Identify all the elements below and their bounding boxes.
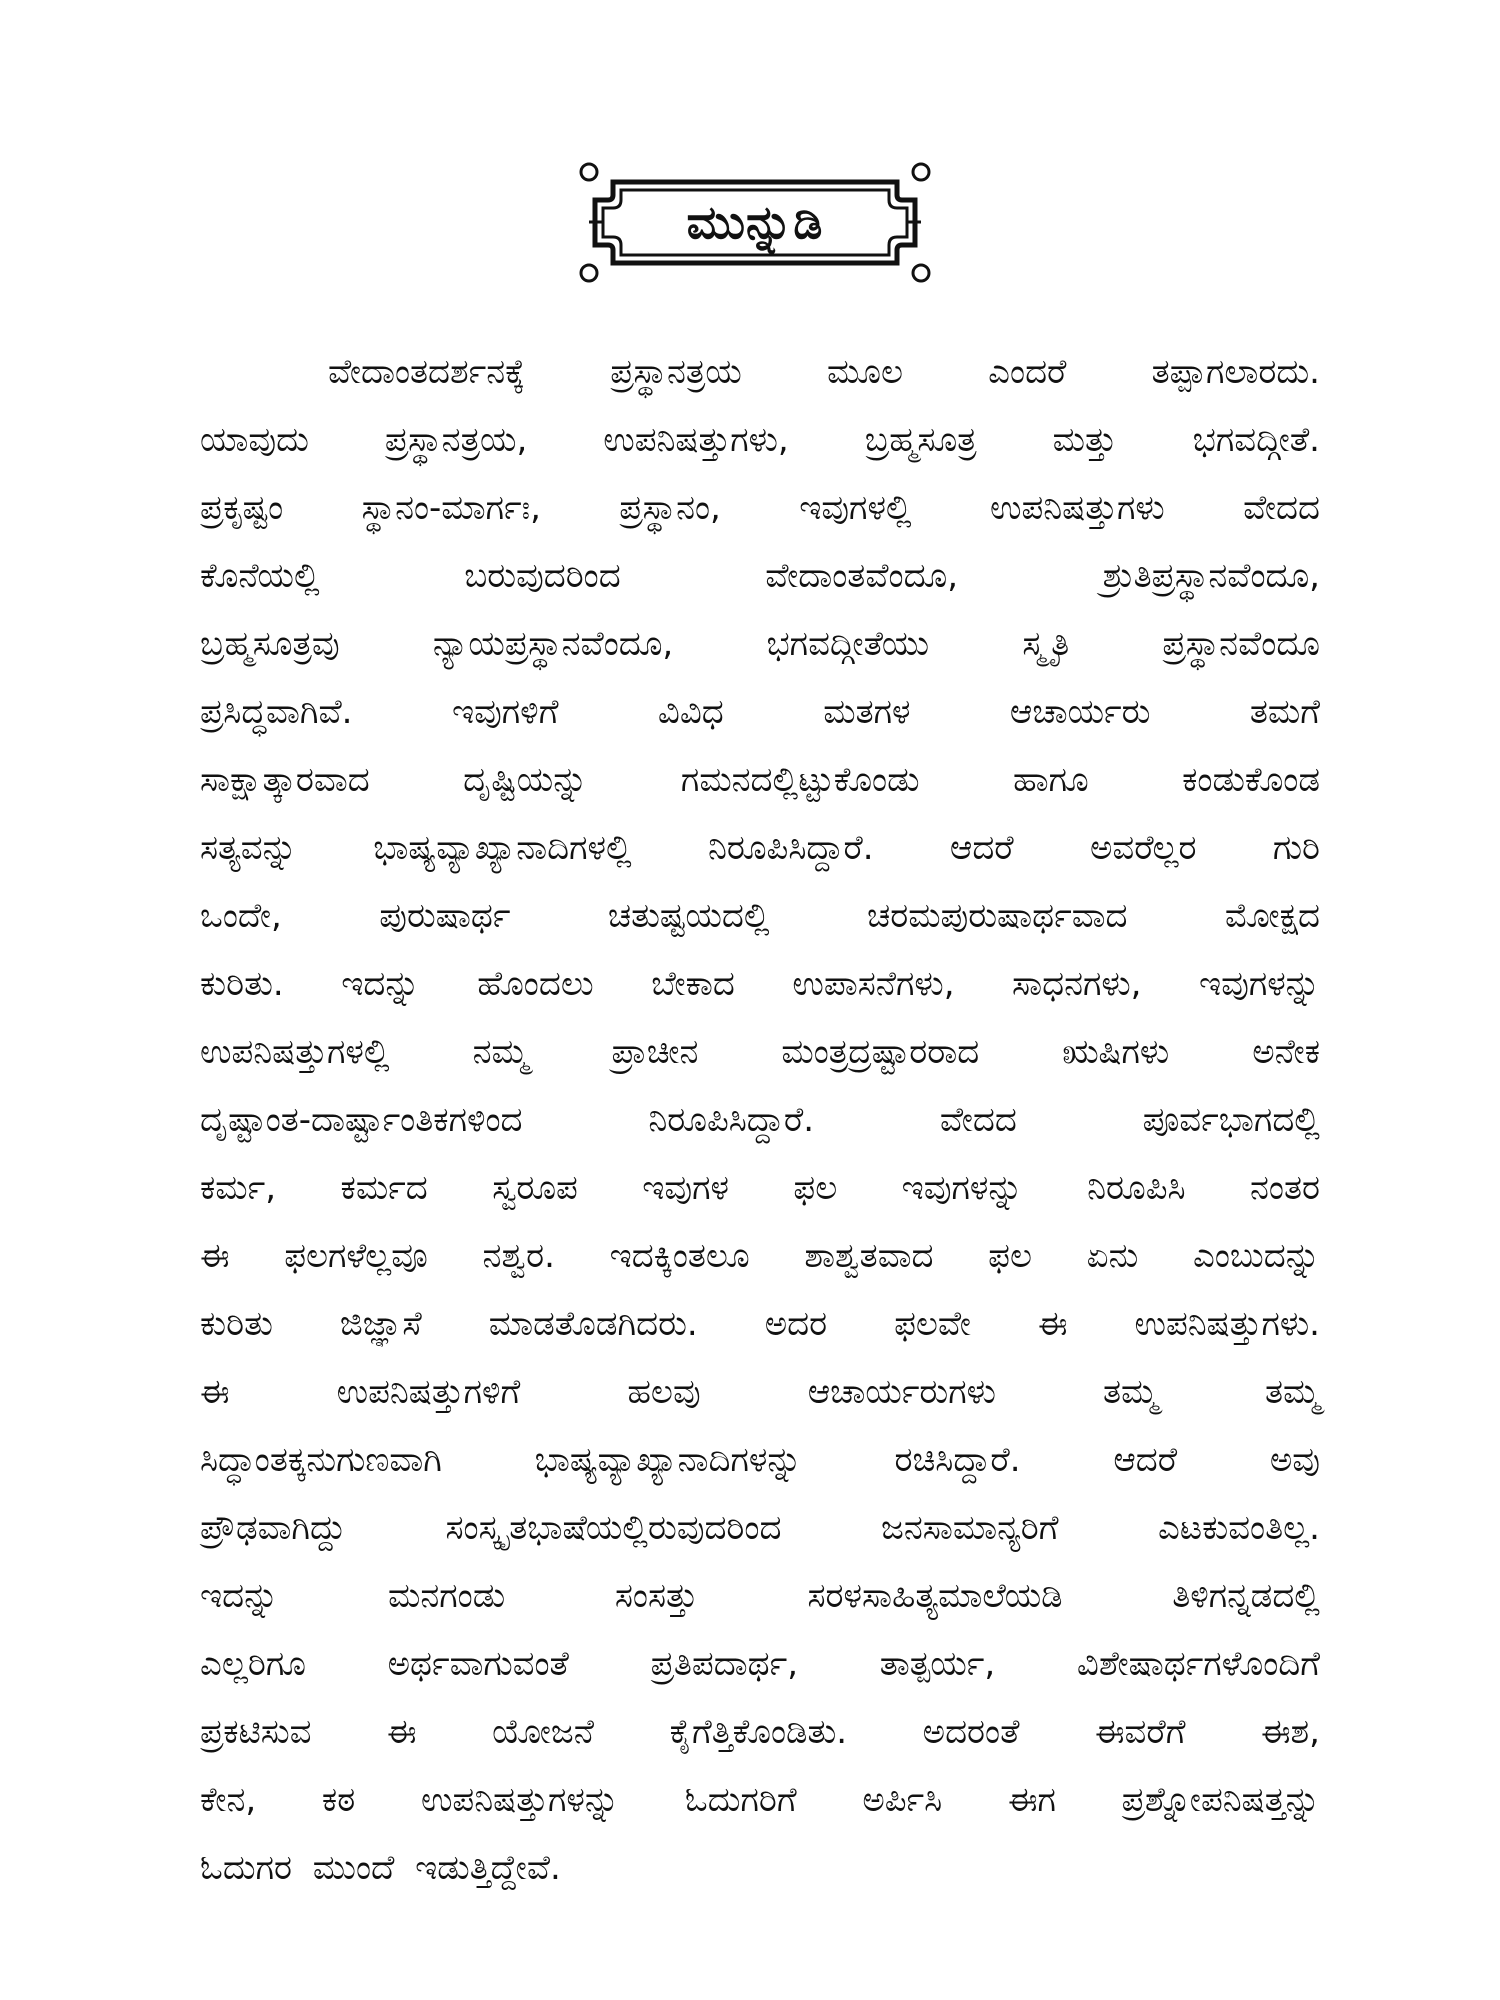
text-line: ಪ್ರಕೃಷ್ಟಂ ಸ್ಥಾನಂ-ಮಾರ್ಗಃ, ಪ್ರಸ್ಥಾನಂ, ಇವುಗಳಲ್ಲಿ ಉಪನಿಷತ್ತುಗಳು ವೇದದ: [200, 488, 1320, 528]
text-line: ಪ್ರಸಿದ್ಧವಾಗಿವೆ. ಇವುಗಳಿಗೆ ವಿವಿಧ ಮತಗಳ ಆಚಾರ್ಯರು ತಮಗೆ: [200, 692, 1320, 732]
text-line: ಕರ್ಮ, ಕರ್ಮದ ಸ್ವರೂಪ ಇವುಗಳ ಫಲ ಇವುಗಳನ್ನು ನಿರೂಪಿಸಿ ನಂತರ: [200, 1168, 1320, 1208]
text-line: ಈ ಉಪನಿಷತ್ತುಗಳಿಗೆ ಹಲವು ಆಚಾರ್ಯರುಗಳು ತಮ್ಮ ತಮ್ಮ: [200, 1372, 1320, 1412]
heading-ornamental-frame: [575, 160, 935, 285]
preface-paragraph: [200, 338, 1320, 1902]
text-line: ಬ್ರಹ್ಮಸೂತ್ರವು ನ್ಯಾಯಪ್ರಸ್ಥಾನವೆಂದೂ, ಭಗವದ್ಗೀತೆಯು ಸ್ಮೃತಿ ಪ್ರಸ್ಥಾನವೆಂದೂ: [200, 624, 1320, 664]
text-line: ಎಲ್ಲರಿಗೂ ಅರ್ಥವಾಗುವಂತೆ ಪ್ರತಿಪದಾರ್ಥ, ತಾತ್ಪರ್ಯ, ವಿಶೇಷಾರ್ಥಗಳೊಂದಿಗೆ: [200, 1644, 1320, 1684]
text-line: ಓದುಗರ ಮುಂದೆ ಇಡುತ್ತಿದ್ದೇವೆ.: [200, 1848, 561, 1888]
text-line: ಕುರಿತು. ಇದನ್ನು ಹೊಂದಲು ಬೇಕಾದ ಉಪಾಸನೆಗಳು, ಸಾಧನಗಳು, ಇವುಗಳನ್ನು: [200, 964, 1320, 1004]
text-line: ಕುರಿತು ಜಿಜ್ಞಾಸೆ ಮಾಡತೊಡಗಿದರು. ಅದರ ಫಲವೇ ಈ ಉಪನಿಷತ್ತುಗಳು.: [200, 1304, 1320, 1344]
text-line: ಸತ್ಯವನ್ನು ಭಾಷ್ಯವ್ಯಾಖ್ಯಾನಾದಿಗಳಲ್ಲಿ ನಿರೂಪಿಸಿದ್ದಾರೆ. ಆದರೆ ಅವರೆಲ್ಲರ ಗುರಿ: [200, 828, 1320, 868]
text-line: ವೇದಾಂತದರ್ಶನಕ್ಕೆ ಪ್ರಸ್ಥಾನತ್ರಯ ಮೂಲ ಎಂದರೆ ತಪ್ಪಾಗಲಾರದು.: [328, 352, 1320, 392]
text-line: ಒಂದೇ, ಪುರುಷಾರ್ಥ ಚತುಷ್ಟಯದಲ್ಲಿ ಚರಮಪುರುಷಾರ್ಥವಾದ ಮೋಕ್ಷದ: [200, 896, 1320, 936]
text-line: ಸಾಕ್ಷಾತ್ಕಾರವಾದ ದೃಷ್ಟಿಯನ್ನು ಗಮನದಲ್ಲಿಟ್ಟುಕೊಂಡು ಹಾಗೂ ಕಂಡುಕೊಂಡ: [200, 760, 1320, 800]
text-line: ಸಿದ್ಧಾಂತಕ್ಕನುಗುಣವಾಗಿ ಭಾಷ್ಯವ್ಯಾಖ್ಯಾನಾದಿಗಳನ್ನು ರಚಿಸಿದ್ದಾರೆ. ಆದರೆ ಅವು: [200, 1440, 1320, 1480]
text-line: ಈ ಫಲಗಳೆಲ್ಲವೂ ನಶ್ವರ. ಇದಕ್ಕಿಂತಲೂ ಶಾಶ್ವತವಾದ ಫಲ ಏನು ಎಂಬುದನ್ನು: [200, 1236, 1320, 1276]
text-line: ಉಪನಿಷತ್ತುಗಳಲ್ಲಿ ನಮ್ಮ ಪ್ರಾಚೀನ ಮಂತ್ರದ್ರಷ್ಟಾರರಾದ ಋಷಿಗಳು ಅನೇಕ: [200, 1032, 1320, 1072]
text-line: ಪ್ರೌಢವಾಗಿದ್ದು ಸಂಸ್ಕೃತಭಾಷೆಯಲ್ಲಿರುವುದರಿಂದ ಜನಸಾಮಾನ್ಯರಿಗೆ ಎಟಕುವಂತಿಲ್ಲ.: [200, 1508, 1320, 1548]
text-line: ಇದನ್ನು ಮನಗಂಡು ಸಂಸತ್ತು ಸರಳಸಾಹಿತ್ಯಮಾಲೆಯಡಿ ತಿಳಿಗನ್ನಡದಲ್ಲಿ: [200, 1576, 1320, 1616]
text-line: ಯಾವುದು ಪ್ರಸ್ಥಾನತ್ರಯ, ಉಪನಿಷತ್ತುಗಳು, ಬ್ರಹ್ಮಸೂತ್ರ ಮತ್ತು ಭಗವದ್ಗೀತೆ.: [200, 420, 1320, 460]
text-line: ಕೇನ, ಕಠ ಉಪನಿಷತ್ತುಗಳನ್ನು ಓದುಗರಿಗೆ ಅರ್ಪಿಸಿ ಈಗ ಪ್ರಶ್ನೋಪನಿಷತ್ತನ್ನು: [200, 1780, 1320, 1820]
text-line: ಪ್ರಕಟಿಸುವ ಈ ಯೋಜನೆ ಕೈಗೆತ್ತಿಕೊಂಡಿತು. ಅದರಂತೆ ಈವರೆಗೆ ಈಶ,: [200, 1712, 1320, 1752]
page-title: ಮುನ್ನುಡಿ: [686, 194, 824, 249]
text-line: ಕೊನೆಯಲ್ಲಿ ಬರುವುದರಿಂದ ವೇದಾಂತವೆಂದೂ, ಶ್ರುತಿಪ್ರಸ್ಥಾನವೆಂದೂ,: [200, 556, 1320, 596]
text-line: ದೃಷ್ಟಾಂತ-ದಾರ್ಷ್ಟಾಂತಿಕಗಳಿಂದ ನಿರೂಪಿಸಿದ್ದಾರೆ. ವೇದದ ಪೂರ್ವಭಾಗದಲ್ಲಿ: [200, 1100, 1320, 1140]
